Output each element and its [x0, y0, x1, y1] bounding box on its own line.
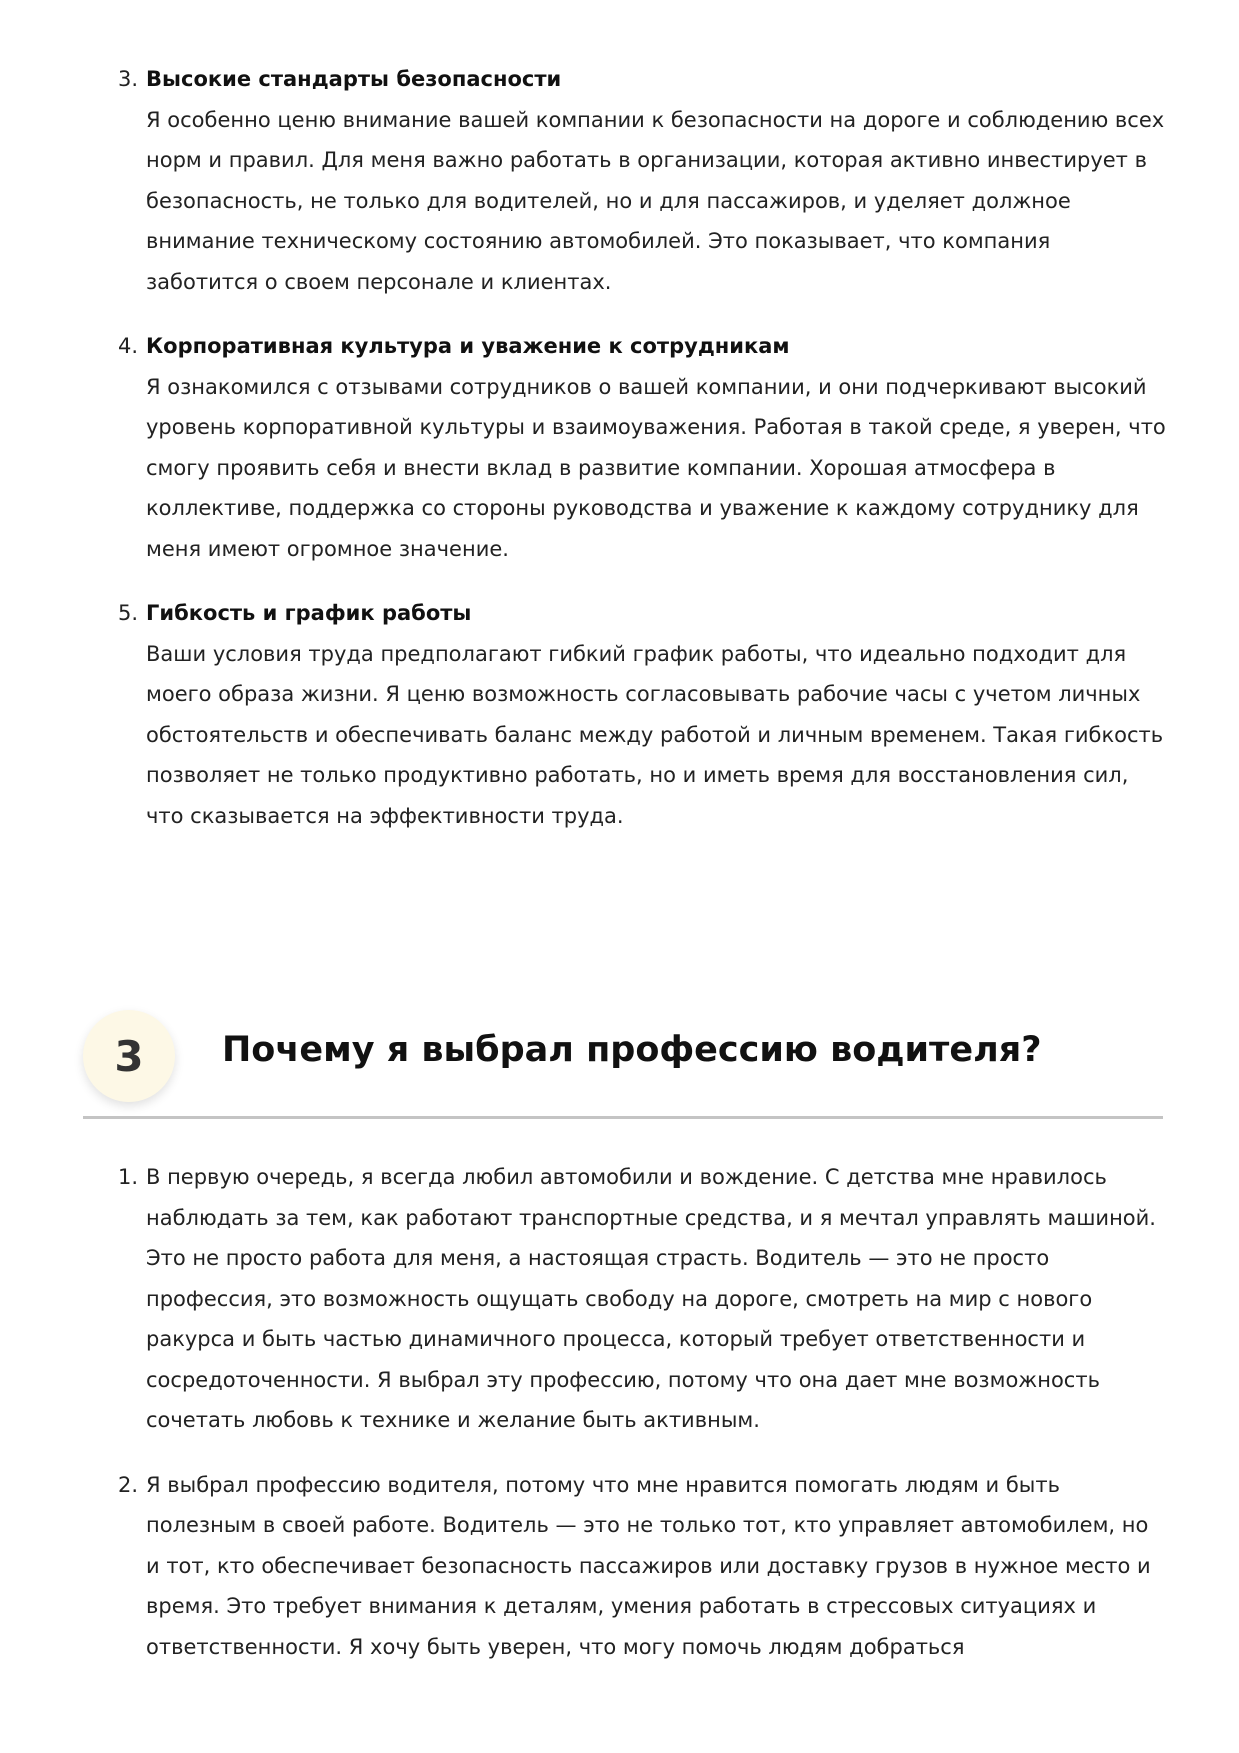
list-item: [118, 1465, 1168, 1668]
item-title: Корпоративная культура и уважение к сотрудникам: [146, 334, 790, 358]
reasons-list: [118, 59, 1168, 860]
list-item: [118, 326, 1168, 569]
list-item: [118, 1157, 1168, 1441]
item-title: Гибкость и график работы: [146, 601, 472, 625]
item-body: Я ознакомился с отзывами сотрудников о вашей компании, и они подчеркивают высокий уровень корпоративной культуры и взаимоуважения. Работая в такой среде, я уверен, что смогу проявить себя и внести вклад в развитие компании. Хорошая атмосфера в коллективе, поддержка со стороны руководства и уважение к каждому сотруднику для меня имеют огромное значение.: [146, 374, 1166, 561]
item-number: 3.: [118, 67, 139, 91]
section-header: [83, 1008, 1163, 1119]
section-title: Почему я выбрал профессию водителя?: [222, 1030, 1042, 1070]
list-item: [118, 59, 1168, 302]
profession-reasons-list: [118, 1157, 1168, 1691]
item-body: Я выбрал профессию водителя, потому что мне нравится помогать людям и быть полезным в своей работе. Водитель — это не только тот, кто управляет автомобилем, но и тот, кто обеспечивает безопасность пассажиров или доставку грузов в нужное место и время. Это требует внимания к деталям, умения работать в стрессовых ситуациях и ответственности. Я хочу быть уверен, что могу помочь людям добраться: [146, 1472, 1151, 1659]
item-title: Высокие стандарты безопасности: [146, 67, 562, 91]
item-number: 1.: [118, 1165, 139, 1189]
item-number: 5.: [118, 601, 139, 625]
item-number: 4.: [118, 334, 139, 358]
item-body: Я особенно ценю внимание вашей компании к безопасности на дороге и соблюдению всех норм и правил. Для меня важно работать в организации, которая активно инвестирует в безопасность, не только для водителей, но и для пассажиров, и уделяет должное внимание техническому состоянию автомобилей. Это показывает, что компания заботится о своем персонале и клиентах.: [146, 107, 1165, 294]
section-number-badge: 3: [83, 1010, 175, 1102]
list-item: [118, 593, 1168, 836]
item-body: Ваши условия труда предполагают гибкий график работы, что идеально подходит для моего образа жизни. Я ценю возможность согласовывать рабочие часы с учетом личных обстоятельств и обеспечивать баланс между работой и личным временем. Такая гибкость позволяет не только продуктивно работать, но и иметь время для восстановления сил, что сказывается на эффективности труда.: [146, 641, 1164, 828]
item-body: В первую очередь, я всегда любил автомобили и вождение. С детства мне нравилось наблюдать за тем, как работают транспортные средства, и я мечтал управлять машиной. Это не просто работа для меня, а настоящая страсть. Водитель — это не просто профессия, это возможность ощущать свободу на дороге, смотреть на мир с нового ракурса и быть частью динамичного процесса, который требует ответственности и сосредоточенности. Я выбрал эту профессию, потому что она дает мне возможность сочетать любовь к технике и желание быть активным.: [146, 1165, 1156, 1432]
item-number: 2.: [118, 1472, 139, 1497]
